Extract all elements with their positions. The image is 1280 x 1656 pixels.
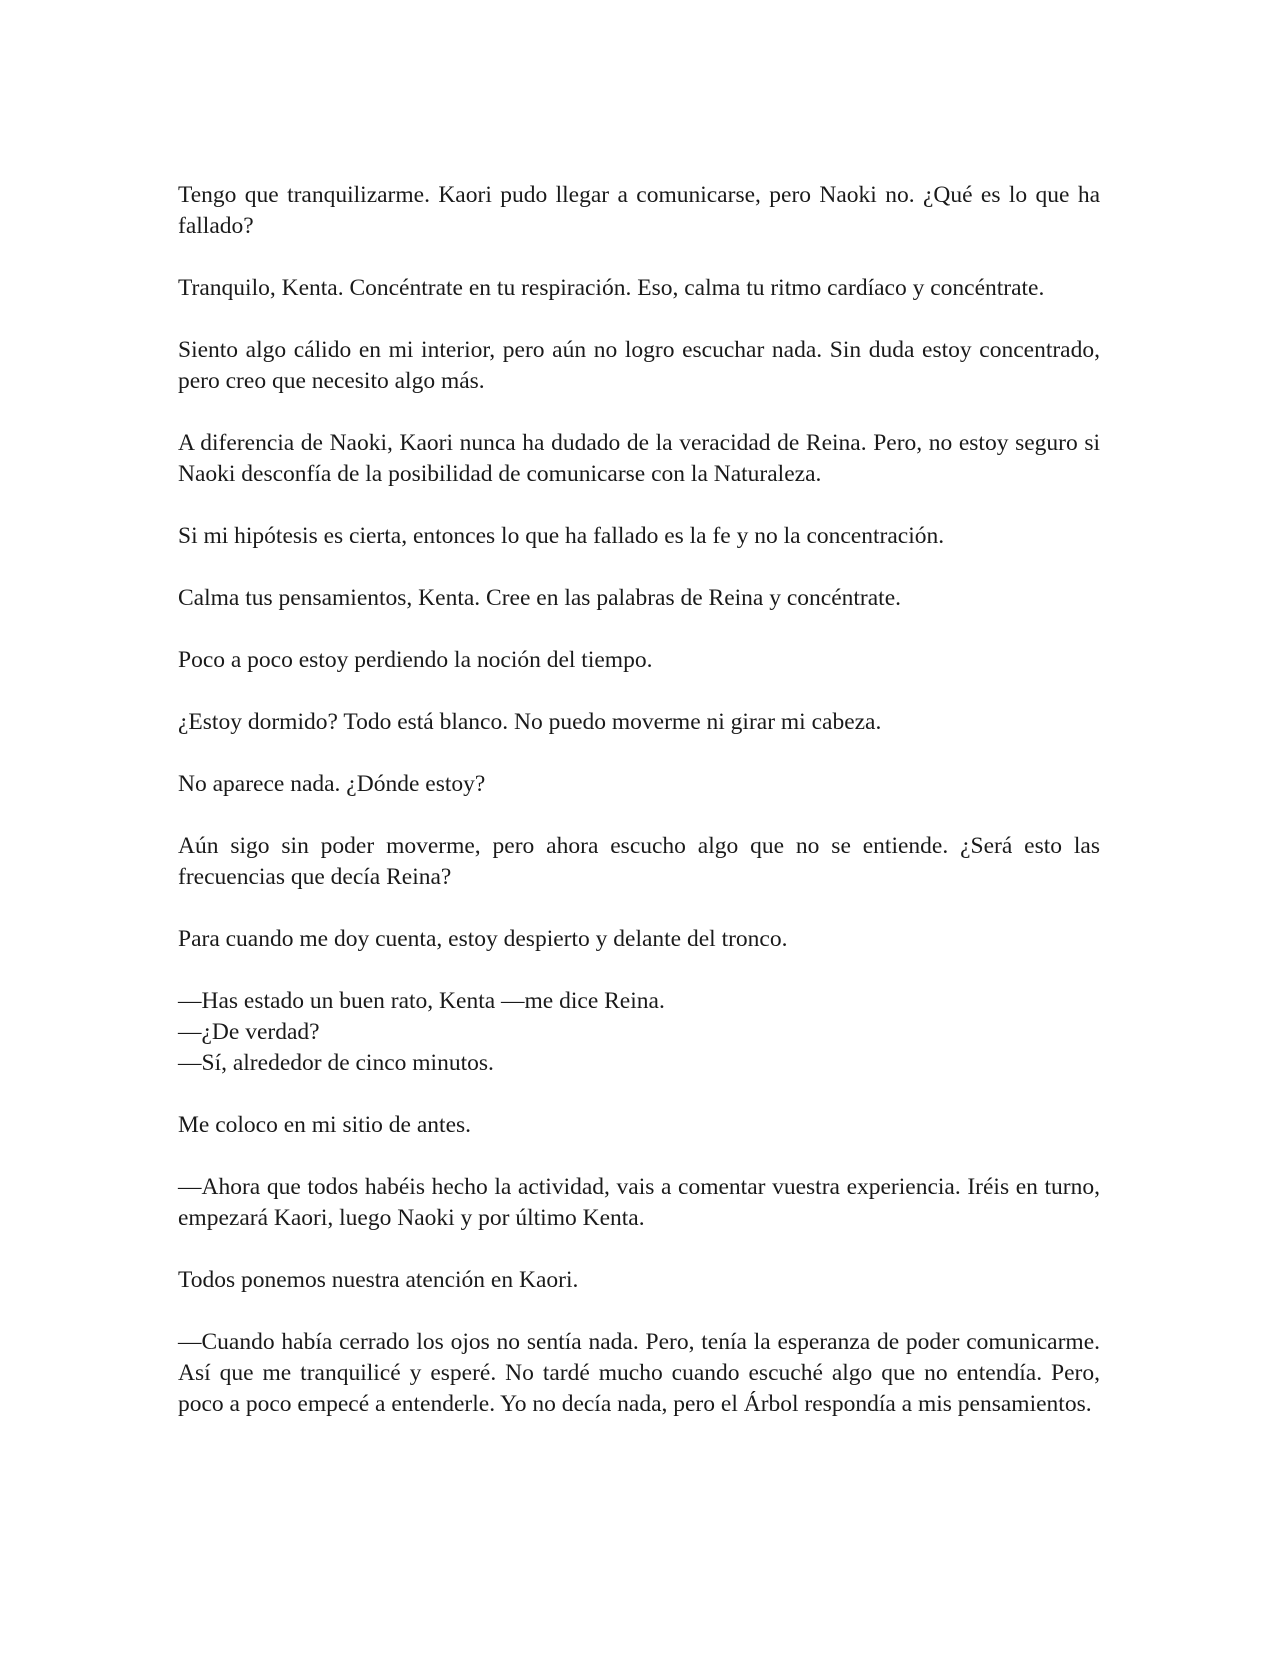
paragraph: Para cuando me doy cuenta, estoy despierto y delante del tronco. — [178, 926, 788, 952]
paragraph: Aún sigo sin poder moverme, pero ahora escucho algo que no se entiende. ¿Será esto las frecuencias que decía Reina? — [178, 833, 1100, 890]
dialogue-block — [178, 986, 1100, 1079]
dialogue-line: —¿De verdad? — [178, 1019, 320, 1045]
paragraph: Todos ponemos nuestra atención en Kaori. — [178, 1267, 579, 1293]
paragraph: Calma tus pensamientos, Kenta. Cree en las palabras de Reina y concéntrate. — [178, 585, 902, 611]
paragraph: Tengo que tranquilizarme. Kaori pudo llegar a comunicarse, pero Naoki no. ¿Qué es lo que ha fallado? — [178, 182, 1100, 239]
paragraph: —Cuando había cerrado los ojos no sentía nada. Pero, tenía la esperanza de poder comunicarme. Así que me tranquilicé y esperé. No tardé mucho cuando escuché algo que no entendía. Pero, poco a poco empecé a entenderle. Yo no decía nada, pero el Árbol respondía a mis pensamientos. — [178, 1329, 1100, 1417]
paragraph: Me coloco en mi sitio de antes. — [178, 1112, 472, 1138]
paragraph: Siento algo cálido en mi interior, pero aún no logro escuchar nada. Sin duda estoy concentrado, pero creo que necesito algo más. — [178, 337, 1100, 394]
dialogue-line: —Has estado un buen rato, Kenta —me dice Reina. — [178, 988, 665, 1014]
dialogue-line: —Sí, alrededor de cinco minutos. — [178, 1050, 494, 1076]
paragraph: —Ahora que todos habéis hecho la actividad, vais a comentar vuestra experiencia. Iréis en turno, empezará Kaori, luego Naoki y por último Kenta. — [178, 1174, 1100, 1231]
paragraph: A diferencia de Naoki, Kaori nunca ha dudado de la veracidad de Reina. Pero, no estoy seguro si Naoki desconfía de la posibilidad de comunicarse con la Naturaleza. — [178, 430, 1100, 487]
paragraph: Tranquilo, Kenta. Concéntrate en tu respiración. Eso, calma tu ritmo cardíaco y concéntrate. — [178, 275, 1045, 301]
paragraph: Poco a poco estoy perdiendo la noción del tiempo. — [178, 647, 653, 673]
paragraph: No aparece nada. ¿Dónde estoy? — [178, 771, 486, 797]
document-body — [178, 180, 1100, 1451]
paragraph: ¿Estoy dormido? Todo está blanco. No puedo moverme ni girar mi cabeza. — [178, 709, 882, 735]
paragraph: Si mi hipótesis es cierta, entonces lo que ha fallado es la fe y no la concentración. — [178, 523, 945, 549]
